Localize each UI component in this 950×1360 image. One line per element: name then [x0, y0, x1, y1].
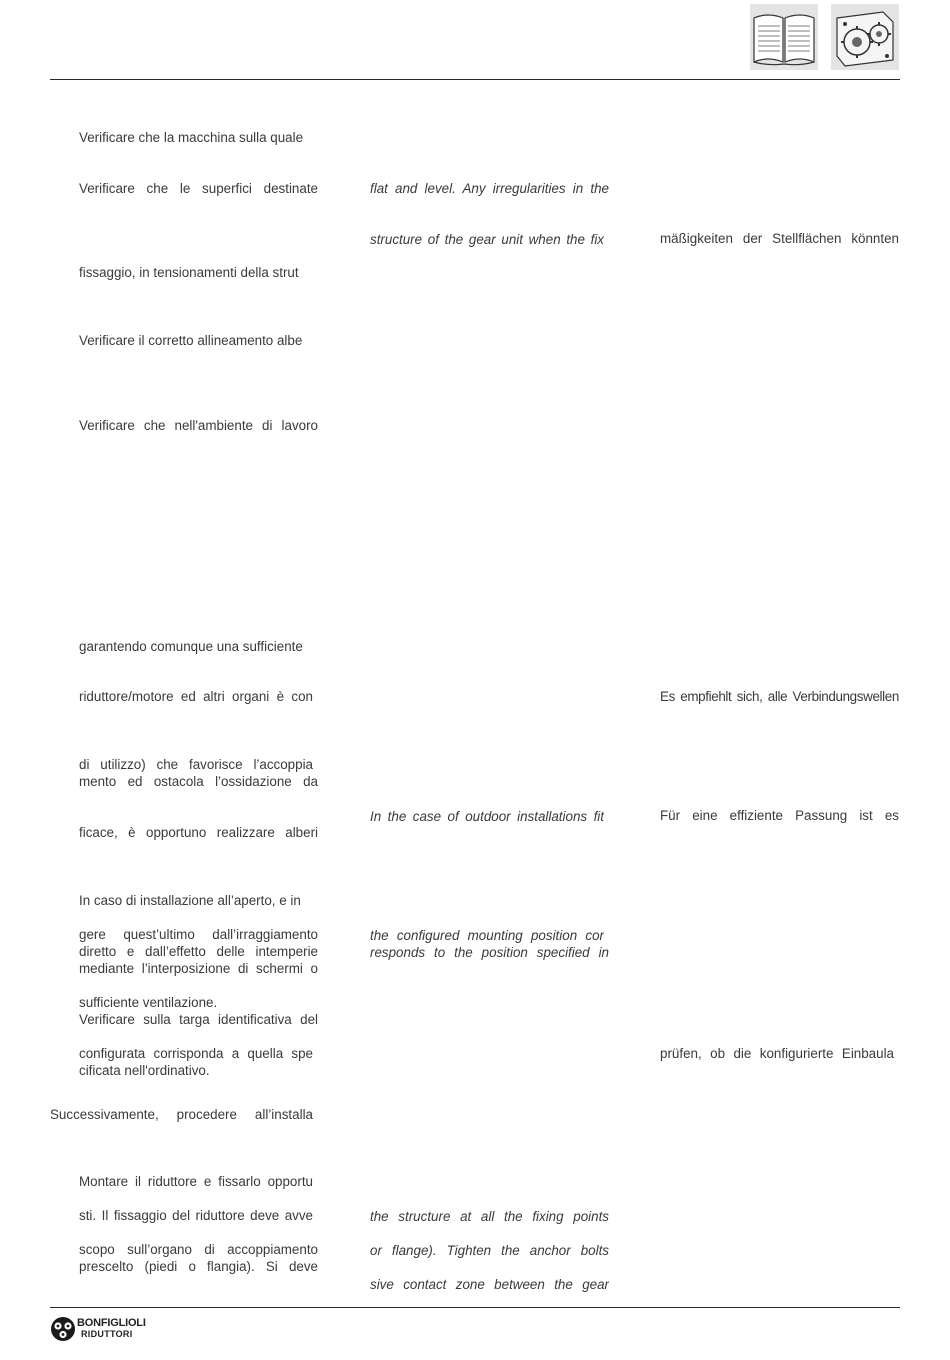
de-line: Es empfiehlt sich, alle Verbindungswellen — [660, 689, 899, 704]
en-line: sive contact zone between the gear — [370, 1277, 609, 1292]
it-line: cificata nell'ordinativo. — [79, 1063, 210, 1078]
en-line: flat and level. Any irregularities in the — [370, 181, 609, 196]
brand-name: BONFIGLIOLI — [77, 1317, 146, 1329]
it-line: Verificare che la macchina sulla quale — [79, 130, 304, 145]
book-icon — [750, 4, 818, 70]
it-line: gere quest’ultimo dall’irraggiamento — [79, 927, 318, 942]
logo-mark-icon — [50, 1316, 76, 1342]
header-rule — [50, 79, 900, 80]
it-line: In caso di installazione all’aperto, e in — [79, 893, 301, 908]
it-line: mento ed ostacola l’ossidazione da — [79, 774, 318, 789]
it-line: garantendo comunque una sufficiente — [79, 639, 303, 654]
it-line: riduttore/motore ed altri organi è con — [79, 689, 313, 704]
it-line: Verificare che le superfici destinate — [79, 181, 318, 196]
it-line: Verificare che nell'ambiente di lavoro — [79, 418, 318, 433]
it-line: Verificare il corretto allineamento albe — [79, 333, 303, 348]
en-line: the structure at all the fixing points — [370, 1209, 609, 1224]
it-line: configurata corrisponda a quella spe — [79, 1046, 313, 1061]
en-line: responds to the position specified in — [370, 945, 609, 960]
brand-sub: RIDUTTORI — [81, 1329, 133, 1339]
it-line: Verificare sulla targa identificativa del — [79, 1012, 318, 1027]
de-line: prüfen, ob die konfigurierte Einbaula — [660, 1046, 894, 1061]
it-line: di utilizzo) che favorisce l’accoppia — [79, 757, 313, 772]
de-line: mäßigkeiten der Stellflächen könnten — [660, 231, 899, 246]
en-line: In the case of outdoor installations fit — [370, 809, 604, 824]
it-line: Montare il riduttore e fissarlo opportu — [79, 1174, 313, 1189]
it-line: sti. Il fissaggio del riduttore deve avve — [79, 1208, 313, 1223]
footer-rule — [50, 1307, 900, 1308]
it-line: diretto e dall’effetto delle intemperie — [79, 944, 318, 959]
brand-logo — [50, 1316, 160, 1342]
en-line: or flange). Tighten the anchor bolts — [370, 1243, 609, 1258]
it-line: prescelto (piedi o flangia). Si deve — [79, 1259, 318, 1274]
it-line: ficace, è opportuno realizzare alberi — [79, 825, 318, 840]
en-line: the configured mounting position cor — [370, 928, 604, 943]
it-line: Successivamente, procedere all’installa — [50, 1107, 313, 1122]
gearbox-icon — [831, 4, 899, 70]
it-line: mediante l’interposizione di schermi o — [79, 961, 318, 976]
it-line: sufficiente ventilazione. — [79, 995, 218, 1010]
it-line: scopo sull’organo di accoppiamento — [79, 1242, 318, 1257]
de-line: Für eine effiziente Passung ist es — [660, 808, 899, 823]
it-line: fissaggio, in tensionamenti della strut — [79, 265, 299, 280]
en-line: structure of the gear unit when the fix — [370, 232, 604, 247]
